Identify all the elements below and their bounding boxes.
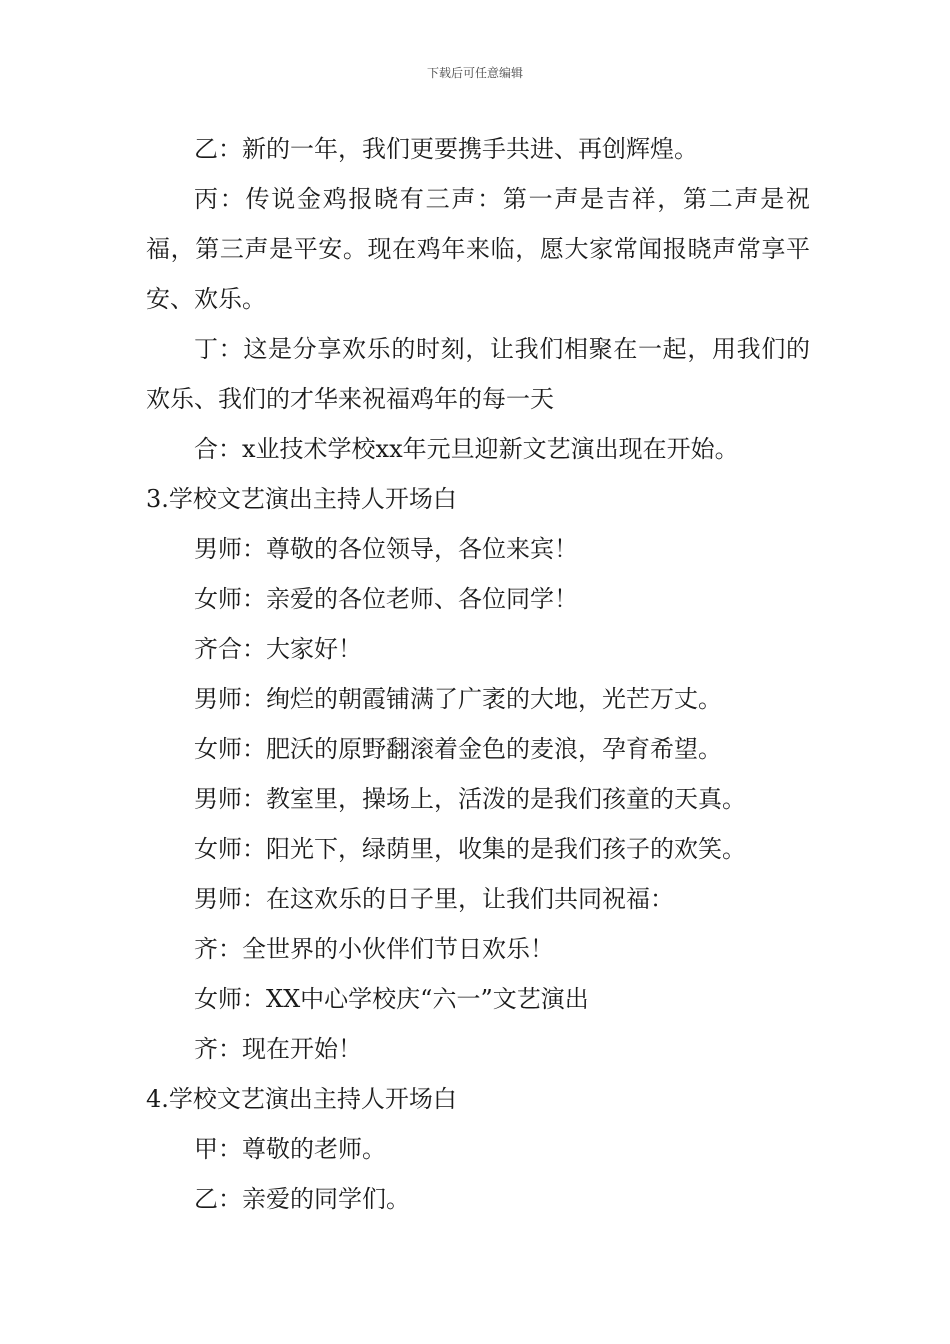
- paragraph-female-teacher-show: 女师：XX中心学校庆“六一”文艺演出: [194, 985, 589, 1013]
- paragraph-ding-sharing-joy: 丁：这是分享欢乐的时刻，让我们相聚在一起，用我们的欢乐、我们的才华来祝福鸡年的每一天: [146, 335, 810, 413]
- paragraph-male-teacher-dawn: 男师：绚烂的朝霞铺满了广袤的大地，光芒万丈。: [194, 685, 722, 713]
- paragraph-yi-students: 乙：亲爱的同学们。: [194, 1185, 410, 1213]
- section-heading-3: 3.学校文艺演出主持人开场白: [146, 485, 457, 513]
- paragraph-male-teacher-greeting: 男师：尊敬的各位领导，各位来宾！: [194, 535, 578, 563]
- paragraph-he-opening: 合：x业技术学校xx年元旦迎新文艺演出现在开始。: [194, 435, 739, 463]
- paragraph-female-teacher-sunshine: 女师：阳光下，绿荫里，收集的是我们孩子的欢笑。: [194, 835, 746, 863]
- paragraph-jia-teachers: 甲：尊敬的老师。: [194, 1135, 386, 1163]
- paragraph-male-teacher-blessing: 男师：在这欢乐的日子里，让我们共同祝福：: [194, 885, 674, 913]
- paragraph-together-hello: 齐合：大家好！: [194, 635, 362, 663]
- paragraph-together-world: 齐：全世界的小伙伴们节日欢乐！: [194, 935, 554, 963]
- page-header-note: 下载后可任意编辑: [426, 66, 523, 80]
- paragraph-male-teacher-classroom: 男师：教室里，操场上，活泼的是我们孩童的天真。: [194, 785, 746, 813]
- section-heading-4: 4.学校文艺演出主持人开场白: [146, 1085, 457, 1113]
- paragraph-together-start: 齐：现在开始！: [194, 1035, 362, 1063]
- paragraph-bing-golden-rooster: 丙：传说金鸡报晓有三声：第一声是吉祥，第二声是祝福，第三声是平安。现在鸡年来临，愿大家常闻报晓声常享平安、欢乐。: [146, 185, 810, 313]
- paragraph-female-teacher-greeting: 女师：亲爱的各位老师、各位同学！: [194, 585, 578, 613]
- document-body: [146, 124, 810, 1224]
- paragraph-yi-new-year: 乙：新的一年，我们更要携手共进、再创辉煌。: [194, 135, 698, 163]
- paragraph-female-teacher-field: 女师：肥沃的原野翻滚着金色的麦浪，孕育希望。: [194, 735, 722, 763]
